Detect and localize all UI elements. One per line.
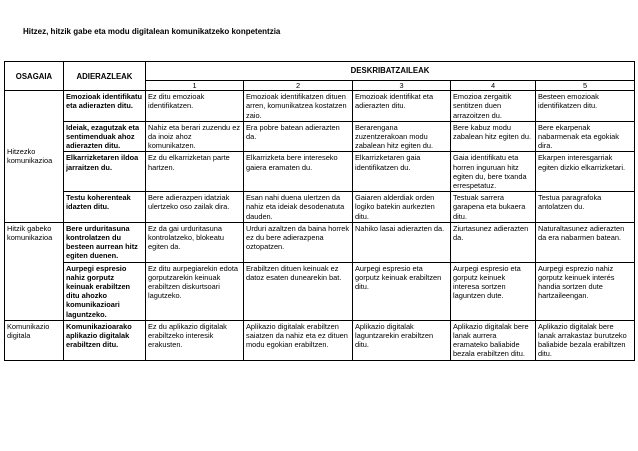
descriptor-cell: Testua paragrafoka antolatzen du. — [536, 192, 635, 223]
level-number: 5 — [536, 81, 635, 91]
indicator-cell: Testu koherenteak idazten ditu. — [64, 192, 146, 223]
descriptor-cell: Ez ditu emozioak identifikatzen. — [146, 91, 244, 122]
descriptor-cell: Aurpegi espresio eta gorputz keinuek interesa sortzen laguntzen dute. — [451, 262, 536, 320]
descriptor-cell: Aplikazio digitalak bere lanak aurrera eramateko baliabide bezala erabiltzen ditu. — [451, 320, 536, 360]
descriptor-cell: Aplikazio digitalak bere lanak arrakastaz burutzeko baliabide bezala erabiltzen ditu. — [536, 320, 635, 360]
competence-rubric-table — [4, 61, 635, 361]
indicator-cell: Elkarrizketaren ildoa jarraitzen du. — [64, 152, 146, 192]
descriptor-cell: Emozioa zergaitik sentitzen duen arrazoitzen du. — [451, 91, 536, 122]
descriptor-cell: Emozioak identifikat eta adierazten ditu. — [353, 91, 451, 122]
table-row — [5, 91, 635, 122]
document-title: Hitzez, hitzik gabe eta modu digitalean komunikatzeko konpetentzia — [23, 27, 281, 36]
descriptor-cell: Era pobre batean adierazten da. — [244, 121, 353, 152]
indicator-cell: Komunikazioarako aplikazio digitalak erabiltzen ditu. — [64, 320, 146, 360]
level-number: 2 — [244, 81, 353, 91]
level-number: 4 — [451, 81, 536, 91]
table-row — [5, 222, 635, 262]
table-row — [5, 262, 635, 320]
descriptor-cell: Ekarpen interesgarriak egiten dizkio elkarrizketari. — [536, 152, 635, 192]
descriptor-cell: Elkarrizketaren gaia identifikatzen du. — [353, 152, 451, 192]
descriptor-cell: Emozioak identifikatzen dituen arren, komunikatzea kostatzen zaio. — [244, 91, 353, 122]
descriptor-cell: Erabiltzen dituen keinuak ez datoz esaten dunearekin bat. — [244, 262, 353, 320]
descriptor-cell: Bere ekarpenak nabarmenak eta egokiak dira. — [536, 121, 635, 152]
osagaia-cell: Komunikazio digitala — [5, 320, 64, 360]
descriptor-cell: Nahiko lasai adierazten da. — [353, 222, 451, 262]
descriptor-cell: Berarengana zuzentzerakoan modu zabalean hitz egiten du. — [353, 121, 451, 152]
indicator-cell: Ideiak, ezagutzak eta sentimenduak ahoz adierazten ditu. — [64, 121, 146, 152]
level-number: 3 — [353, 81, 451, 91]
osagaia-cell: Hitzik gabeko komunikazioa — [5, 222, 64, 320]
descriptor-cell: Ez du aplikazio digitalak erabiltzeko interesik erakusten. — [146, 320, 244, 360]
indicator-cell: Aurpegi espresio nahiz gorputz keinuak erabiltzen ditu ahozko komunikazioari laguntzeko. — [64, 262, 146, 320]
indicator-cell: Bere urduritasuna kontrolatzen du besteen aurrean hitz egiten duenen. — [64, 222, 146, 262]
descriptor-cell: Gaiaren alderdiak orden logiko batekin aurkezten ditu. — [353, 192, 451, 223]
header-osagaia: OSAGAIA — [5, 62, 64, 91]
descriptor-cell: Besteen emozioak identifikatzen ditu. — [536, 91, 635, 122]
descriptor-cell: Bere kabuz modu zabalean hitz egiten du. — [451, 121, 536, 152]
table-row — [5, 121, 635, 152]
descriptor-cell: Ez du elkarrizketan parte hartzen. — [146, 152, 244, 192]
descriptor-cell: Testuak sarrera garapena eta bukaera ditu. — [451, 192, 536, 223]
descriptor-cell: Nahiz eta berari zuzendu ez da inoiz ahoz komunikatzen. — [146, 121, 244, 152]
descriptor-cell: Aurpegi esprezio nahiz gorputz keinuek interés handia sortzen dute hartzaileengan. — [536, 262, 635, 320]
descriptor-cell: Naturaltasunez adierazten da era nabarmen batean. — [536, 222, 635, 262]
descriptor-cell: Gaia identifikatu eta horren inguruan hitz egiten du, bere txanda errespetatuz. — [451, 152, 536, 192]
header-row — [5, 62, 635, 81]
descriptor-cell: Urduri azaltzen da baina horrek ez du bere adierazpena oztopatzen. — [244, 222, 353, 262]
level-number: 1 — [146, 81, 244, 91]
indicator-cell: Emozioak identifikatu eta adierazten ditu. — [64, 91, 146, 122]
table-row — [5, 192, 635, 223]
descriptor-cell: Aurpegi espresio eta gorputz keinuak erabiltzen ditu. — [353, 262, 451, 320]
table-row — [5, 320, 635, 360]
descriptor-cell: Ziurtasunez adierazten da. — [451, 222, 536, 262]
descriptor-cell: Ez ditu aurpegiarekin edota gorputzarekin keinuak erabiltzen diskurtsoari lagutzeko. — [146, 262, 244, 320]
header-deskribatzaileak: DESKRIBATZAILEAK — [146, 62, 635, 81]
descriptor-cell: Esan nahi duena ulertzen da nahiz eta ideiak desodenatuta dauden. — [244, 192, 353, 223]
header-adierazleak: ADIERAZLEAK — [64, 62, 146, 91]
descriptor-cell: Aplikazio digitalak erabiltzen saiatzen da nahiz eta ez dituen modu egokian erabiltzen. — [244, 320, 353, 360]
descriptor-cell: Elkarrizketa bere intereseko gaiera eramaten du. — [244, 152, 353, 192]
osagaia-cell: Hitzezko komunikazioa — [5, 91, 64, 223]
descriptor-cell: Bere adierazpen idatziak ulertzeko oso zailak dira. — [146, 192, 244, 223]
descriptor-cell: Ez da gai urduritasuna kontrolatzeko, blokeatu egiten da. — [146, 222, 244, 262]
table-row — [5, 152, 635, 192]
descriptor-cell: Aplikazio digitalak laguntzarekin erabiltzen ditu. — [353, 320, 451, 360]
